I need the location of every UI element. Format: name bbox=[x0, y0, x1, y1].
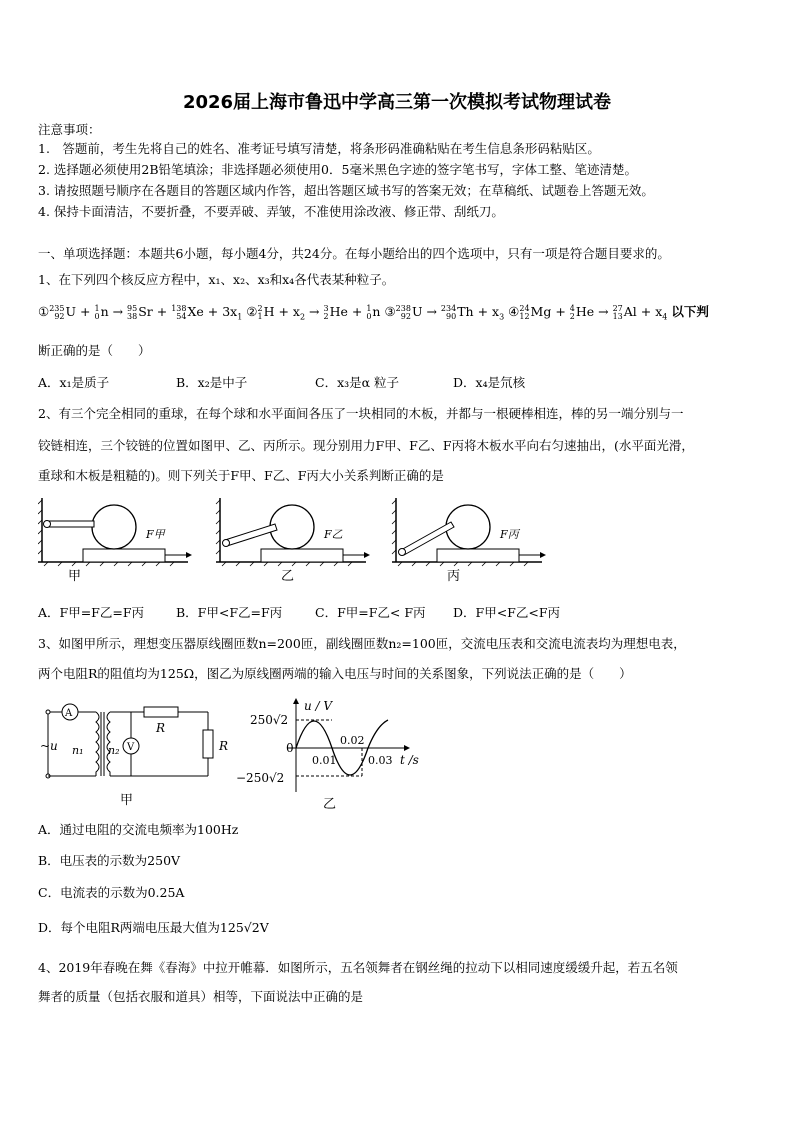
n1-label: n₁ bbox=[72, 744, 84, 757]
q2-fig-yi bbox=[216, 498, 370, 584]
q1-eq-3: ③238 92U → 234 $90Th + x_3$ bbox=[384, 303, 505, 322]
resistor-1-label: R bbox=[156, 721, 166, 735]
resistor-2-label: R bbox=[219, 739, 228, 753]
q1-eq-4: ④24 12Mg + 4 2He → 27 $13Al + x_4$ bbox=[508, 303, 668, 322]
q1-equations bbox=[38, 304, 709, 326]
q2-force-yi: F乙 bbox=[324, 528, 343, 541]
q4-stem-1: 4、2019年春晚在舞《春海》中拉开帷幕．如图所示，五名领舞者在钢丝绳的拉动下以相同速度缓缓升起，若五名领 bbox=[38, 960, 678, 975]
q2-stem-2: 铰链相连，三个铰链的位置如图甲、乙、丙所示。现分别用力F甲、F乙、F丙将木板水平向右匀速抽出，(水平面光滑， bbox=[38, 438, 694, 453]
page-title: 2026届上海市鲁迅中学高三第一次模拟考试物理试卷 bbox=[182, 92, 612, 113]
q2-option-c: C．F甲=F乙< F丙 bbox=[315, 605, 426, 620]
q1-options bbox=[38, 375, 525, 391]
q2-label-jia: 甲 bbox=[68, 569, 82, 584]
notice-item-4: 4. 保持卡面清洁，不要折叠，不要弄破、弄皱，不准使用涂改液、修正带、刮纸刀。 bbox=[38, 204, 504, 219]
notice-item-2: 2. 选择题必须使用2B铅笔填涂；非选择题必须使用0．5毫米黑色字迹的签字笔书写，字体工整、笔迹清楚。 bbox=[38, 162, 637, 177]
notice-heading: 注意事项： bbox=[38, 122, 101, 137]
graph-t2: 0.02 bbox=[340, 734, 365, 747]
q2-force-bing: F丙 bbox=[500, 528, 519, 541]
notice-item-3: 3. 请按照题号顺序在各题目的答题区域内作答，超出答题区域书写的答案无效；在草稿纸、试题卷上答题无效。 bbox=[38, 183, 654, 198]
voltmeter-label: V bbox=[127, 742, 135, 753]
q1-eq-1: ①235 92U + 1 0n → 95 38Sr + 138 $54Xe + 3x_1$ bbox=[38, 303, 243, 322]
q4-stem-2: 舞者的质量（包括衣服和道具）相等，下面说法中正确的是 bbox=[38, 989, 364, 1004]
q1-stem: 1、在下列四个核反应方程中，x₁、x₂、x₃和x₄各代表某种粒子。 bbox=[38, 272, 395, 287]
q3-option-d: D．每个电阻R两端电压最大值为125√2V bbox=[38, 920, 269, 935]
graph-xlabel: t /s bbox=[400, 753, 419, 767]
q3-option-c: C．电流表的示数为0.25A bbox=[38, 885, 185, 900]
q2-stem-1: 2、有三个完全相同的重球，在每个球和水平面间各压了一块相同的木板，并都与一根硬棒相连，棒的另一端分别与一 bbox=[38, 406, 684, 421]
graph-t3: 0.03 bbox=[368, 754, 393, 767]
q3-graph bbox=[228, 696, 428, 812]
graph-ymin: −250√2 bbox=[236, 771, 285, 785]
q1-option-a: A．x₁是质子 bbox=[38, 375, 110, 390]
notice-item-1: 1. 答题前，考生先将自己的姓名、准考证号填写清楚，将条形码准确粘贴在考生信息条形码粘贴区。 bbox=[38, 141, 600, 156]
q2-option-b: B．F甲<F乙=F丙 bbox=[176, 605, 283, 620]
q3-circuit bbox=[38, 698, 228, 808]
graph-zero: 0 bbox=[286, 741, 294, 755]
q2-options bbox=[38, 605, 560, 621]
q2-fig-jia bbox=[38, 498, 192, 584]
q2-label-bing: 丙 bbox=[447, 569, 461, 584]
q2-force-jia: F甲 bbox=[146, 528, 165, 541]
q1-eq-2: ②2 $1H + x_2 \to 3$ 2He + 1 0n bbox=[246, 303, 381, 322]
q2-option-a: A．F甲=F乙=F丙 bbox=[38, 605, 144, 620]
q2-label-yi: 乙 bbox=[281, 569, 295, 584]
q3-stem-2: 两个电阻R的阻值均为125Ω，图乙为原线圈两端的输入电压与时间的关系图象，下列说法正确的是（ ） bbox=[38, 666, 632, 681]
graph-caption: 乙 bbox=[323, 797, 337, 812]
section-heading: 一、单项选择题：本题共6小题，每小题4分，共24分。在每小题给出的四个选项中，只有一项是符合题目要求的。 bbox=[38, 246, 670, 261]
q1-option-b: B．x₂是中子 bbox=[176, 375, 248, 390]
q2-option-d: D．F甲<F乙<F丙 bbox=[453, 605, 560, 620]
circuit-caption: 甲 bbox=[120, 793, 134, 808]
q2-figure bbox=[38, 494, 578, 586]
q3-option-a: A．通过电阻的交流电频率为100Hz bbox=[38, 822, 239, 837]
q1-option-c: C．x₃是α 粒子 bbox=[315, 375, 400, 390]
source-label: ~u bbox=[40, 739, 58, 753]
q2-fig-bing bbox=[392, 498, 546, 584]
q1-cont: 断正确的是（ ） bbox=[38, 343, 151, 358]
graph-ymax: 250√2 bbox=[250, 713, 289, 727]
q1-option-d: D．x₄是氘核 bbox=[453, 375, 526, 390]
q3-option-b: B．电压表的示数为250V bbox=[38, 853, 181, 868]
n2-label: n₂ bbox=[108, 744, 120, 757]
q1-tail: 以下判 bbox=[671, 304, 709, 319]
q2-stem-3: 重球和木板是粗糙的)。则下列关于F甲、F乙、F丙大小关系判断正确的是 bbox=[38, 468, 444, 483]
ammeter-label: A bbox=[65, 708, 73, 719]
q3-stem-1: 3、如图甲所示，理想变压器原线圈匝数n=200匝，副线圈匝数n₂=100匝，交流电压表和交流电流表均为理想电表， bbox=[38, 636, 686, 651]
graph-ylabel: u / V bbox=[304, 699, 333, 713]
graph-t1: 0.01 bbox=[312, 754, 337, 767]
